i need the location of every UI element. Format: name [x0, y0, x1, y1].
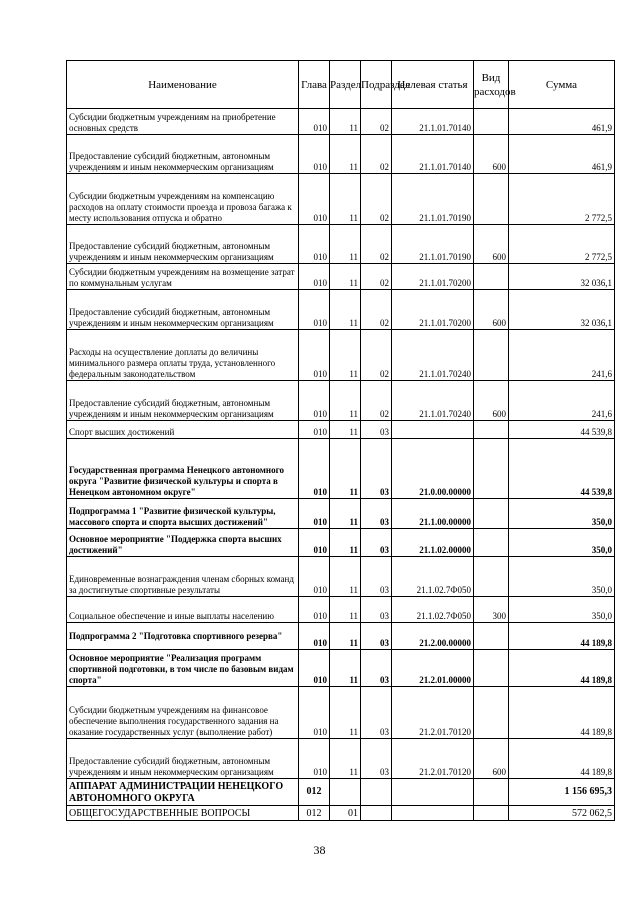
table-row [67, 174, 615, 225]
row-name: Единовременные вознаграждения членам сборных команд за достигнутые спортивные результаты [67, 557, 299, 597]
row-name: Подпрограмма 1 "Развитие физической культуры, массового спорта и спорта высших достижений" [67, 499, 299, 529]
row-vid: 300 [474, 597, 509, 623]
col-header-razdel: Раздел [330, 61, 361, 109]
row-sum: 572 062,5 [509, 806, 615, 821]
row-target: 21.1.02.00000 [392, 529, 474, 557]
row-podrazdel: 03 [361, 529, 392, 557]
row-target: 21.1.01.70140 [392, 109, 474, 135]
col-header-glava: Глава [299, 61, 330, 109]
row-sum: 1 156 695,3 [509, 779, 615, 806]
row-razdel: 11 [330, 557, 361, 597]
row-sum: 2 772,5 [509, 174, 615, 225]
row-razdel: 11 [330, 597, 361, 623]
table-row [67, 557, 615, 597]
row-vid: 600 [474, 135, 509, 174]
row-sum: 32 036,1 [509, 290, 615, 330]
row-glava: 010 [299, 623, 330, 650]
row-podrazdel: 02 [361, 225, 392, 264]
row-glava: 010 [299, 381, 330, 421]
row-glava: 010 [299, 529, 330, 557]
row-razdel: 11 [330, 381, 361, 421]
row-vid [474, 779, 509, 806]
row-podrazdel: 02 [361, 381, 392, 421]
row-glava: 010 [299, 264, 330, 290]
row-glava: 012 [299, 806, 330, 821]
row-target: 21.1.02.7Ф050 [392, 597, 474, 623]
row-podrazdel: 02 [361, 174, 392, 225]
row-sum: 461,9 [509, 109, 615, 135]
row-name: Субсидии бюджетным учреждениям на приобретение основных средств [67, 109, 299, 135]
row-razdel: 11 [330, 109, 361, 135]
row-sum: 350,0 [509, 557, 615, 597]
row-glava: 010 [299, 687, 330, 739]
row-razdel: 11 [330, 135, 361, 174]
row-vid: 600 [474, 739, 509, 779]
page-number: 38 [313, 843, 326, 857]
row-podrazdel: 03 [361, 499, 392, 529]
row-razdel: 11 [330, 739, 361, 779]
row-vid [474, 623, 509, 650]
row-vid [474, 421, 509, 439]
row-glava: 010 [299, 225, 330, 264]
table-row [67, 225, 615, 264]
row-vid [474, 687, 509, 739]
row-razdel: 11 [330, 174, 361, 225]
row-vid [474, 174, 509, 225]
row-razdel: 11 [330, 623, 361, 650]
row-name: Субсидии бюджетным учреждениям на финансовое обеспечение выполнения государственного задания на оказание государственных услуг (выполнение работ) [67, 687, 299, 739]
row-podrazdel: 02 [361, 264, 392, 290]
row-name: АППАРАТ АДМИНИСТРАЦИИ НЕНЕЦКОГО АВТОНОМНОГО ОКРУГА [67, 779, 299, 806]
row-target: 21.0.00.00000 [392, 439, 474, 499]
table-row [67, 381, 615, 421]
row-name: Субсидии бюджетным учреждениям на компенсацию расходов на оплату стоимости проезда и провоза багажа к месту использования отпуска и обратно [67, 174, 299, 225]
row-glava: 010 [299, 499, 330, 529]
row-target: 21.1.01.70190 [392, 225, 474, 264]
row-razdel: 11 [330, 687, 361, 739]
budget-table [66, 60, 615, 821]
row-target: 21.2.01.00000 [392, 650, 474, 687]
row-razdel [330, 779, 361, 806]
row-sum: 350,0 [509, 529, 615, 557]
row-glava: 010 [299, 330, 330, 381]
row-razdel: 11 [330, 439, 361, 499]
col-header-podrazdel: Подраздел [361, 61, 392, 109]
table-row [67, 687, 615, 739]
col-header-sum: Сумма [509, 61, 615, 109]
row-sum: 2 772,5 [509, 225, 615, 264]
row-razdel: 11 [330, 264, 361, 290]
row-sum: 241,6 [509, 330, 615, 381]
row-target [392, 421, 474, 439]
row-target: 21.1.01.70200 [392, 290, 474, 330]
row-target: 21.1.00.00000 [392, 499, 474, 529]
row-razdel: 11 [330, 529, 361, 557]
table-row [67, 135, 615, 174]
row-target: 21.1.02.7Ф050 [392, 557, 474, 597]
row-sum: 461,9 [509, 135, 615, 174]
row-vid [474, 499, 509, 529]
row-podrazdel: 02 [361, 330, 392, 381]
row-podrazdel [361, 806, 392, 821]
row-razdel: 11 [330, 650, 361, 687]
row-vid [474, 529, 509, 557]
row-vid [474, 264, 509, 290]
row-sum: 241,6 [509, 381, 615, 421]
row-razdel: 11 [330, 499, 361, 529]
table-header-row [67, 61, 615, 109]
row-razdel: 01 [330, 806, 361, 821]
row-name: Подпрограмма 2 "Подготовка спортивного резерва" [67, 623, 299, 650]
row-glava: 010 [299, 174, 330, 225]
col-header-target: Целевая статья [392, 61, 474, 109]
row-sum: 44 539,8 [509, 421, 615, 439]
col-header-vid: Вид расходов [474, 61, 509, 109]
row-name: Предоставление субсидий бюджетным, автономным учреждениям и иным некоммерческим организациям [67, 739, 299, 779]
row-podrazdel: 02 [361, 290, 392, 330]
row-razdel: 11 [330, 290, 361, 330]
row-podrazdel: 03 [361, 557, 392, 597]
row-name: Предоставление субсидий бюджетным, автономным учреждениям и иным некоммерческим организациям [67, 225, 299, 264]
row-glava: 010 [299, 421, 330, 439]
table-row [67, 779, 615, 806]
row-glava: 010 [299, 135, 330, 174]
row-glava: 010 [299, 109, 330, 135]
row-podrazdel: 03 [361, 650, 392, 687]
table-row [67, 650, 615, 687]
row-name: Субсидии бюджетным учреждениям на возмещение затрат по коммунальным услугам [67, 264, 299, 290]
row-podrazdel: 02 [361, 109, 392, 135]
row-podrazdel: 03 [361, 687, 392, 739]
row-razdel: 11 [330, 330, 361, 381]
row-vid [474, 557, 509, 597]
row-target: 21.2.00.00000 [392, 623, 474, 650]
row-sum: 350,0 [509, 597, 615, 623]
row-target: 21.1.01.70240 [392, 330, 474, 381]
row-podrazdel: 03 [361, 739, 392, 779]
row-glava: 010 [299, 557, 330, 597]
row-vid [474, 109, 509, 135]
row-podrazdel: 03 [361, 421, 392, 439]
row-sum: 44 189,8 [509, 739, 615, 779]
row-podrazdel [361, 779, 392, 806]
row-vid [474, 806, 509, 821]
col-header-name: Наименование [67, 61, 299, 109]
row-sum: 44 189,8 [509, 623, 615, 650]
table-row [67, 421, 615, 439]
row-glava: 010 [299, 290, 330, 330]
row-name: ОБЩЕГОСУДАРСТВЕННЫЕ ВОПРОСЫ [67, 806, 299, 821]
row-target: 21.1.01.70140 [392, 135, 474, 174]
row-sum: 44 539,8 [509, 439, 615, 499]
row-name: Основное мероприятие "Реализация программ спортивной подготовки, в том числе по базовым видам спорта" [67, 650, 299, 687]
table-row [67, 264, 615, 290]
table-row [67, 597, 615, 623]
row-glava: 012 [299, 779, 330, 806]
row-name: Предоставление субсидий бюджетным, автономным учреждениям и иным некоммерческим организациям [67, 381, 299, 421]
row-podrazdel: 03 [361, 597, 392, 623]
row-sum: 32 036,1 [509, 264, 615, 290]
row-glava: 010 [299, 597, 330, 623]
row-target [392, 806, 474, 821]
row-vid [474, 439, 509, 499]
row-vid: 600 [474, 381, 509, 421]
table-row [67, 330, 615, 381]
row-razdel: 11 [330, 225, 361, 264]
row-sum: 350,0 [509, 499, 615, 529]
row-name: Государственная программа Ненецкого автономного округа "Развитие физической культуры и спорта в Ненецком автономном округе" [67, 439, 299, 499]
row-target: 21.2.01.70120 [392, 687, 474, 739]
row-target: 21.2.01.70120 [392, 739, 474, 779]
row-podrazdel: 02 [361, 135, 392, 174]
row-name: Расходы на осуществление доплаты до величины минимального размера оплаты труда, установленного федеральным законодательством [67, 330, 299, 381]
row-name: Основное мероприятие "Поддержка спорта высших достижений" [67, 529, 299, 557]
row-podrazdel: 03 [361, 439, 392, 499]
table-row [67, 529, 615, 557]
row-target [392, 779, 474, 806]
table-row [67, 439, 615, 499]
row-glava: 010 [299, 739, 330, 779]
table-row [67, 806, 615, 821]
row-target: 21.1.01.70200 [392, 264, 474, 290]
table-row [67, 623, 615, 650]
row-vid: 600 [474, 225, 509, 264]
row-glava: 010 [299, 439, 330, 499]
row-target: 21.1.01.70190 [392, 174, 474, 225]
row-razdel: 11 [330, 421, 361, 439]
table-row [67, 290, 615, 330]
row-vid [474, 330, 509, 381]
row-glava: 010 [299, 650, 330, 687]
row-name: Предоставление субсидий бюджетным, автономным учреждениям и иным некоммерческим организациям [67, 135, 299, 174]
row-name: Предоставление субсидий бюджетным, автономным учреждениям и иным некоммерческим организациям [67, 290, 299, 330]
row-vid: 600 [474, 290, 509, 330]
table-row [67, 109, 615, 135]
row-sum: 44 189,8 [509, 650, 615, 687]
row-vid [474, 650, 509, 687]
row-podrazdel: 03 [361, 623, 392, 650]
row-target: 21.1.01.70240 [392, 381, 474, 421]
table-row [67, 739, 615, 779]
row-sum: 44 189,8 [509, 687, 615, 739]
table-row [67, 499, 615, 529]
row-name: Социальное обеспечение и иные выплаты населению [67, 597, 299, 623]
row-name: Спорт высших достижений [67, 421, 299, 439]
